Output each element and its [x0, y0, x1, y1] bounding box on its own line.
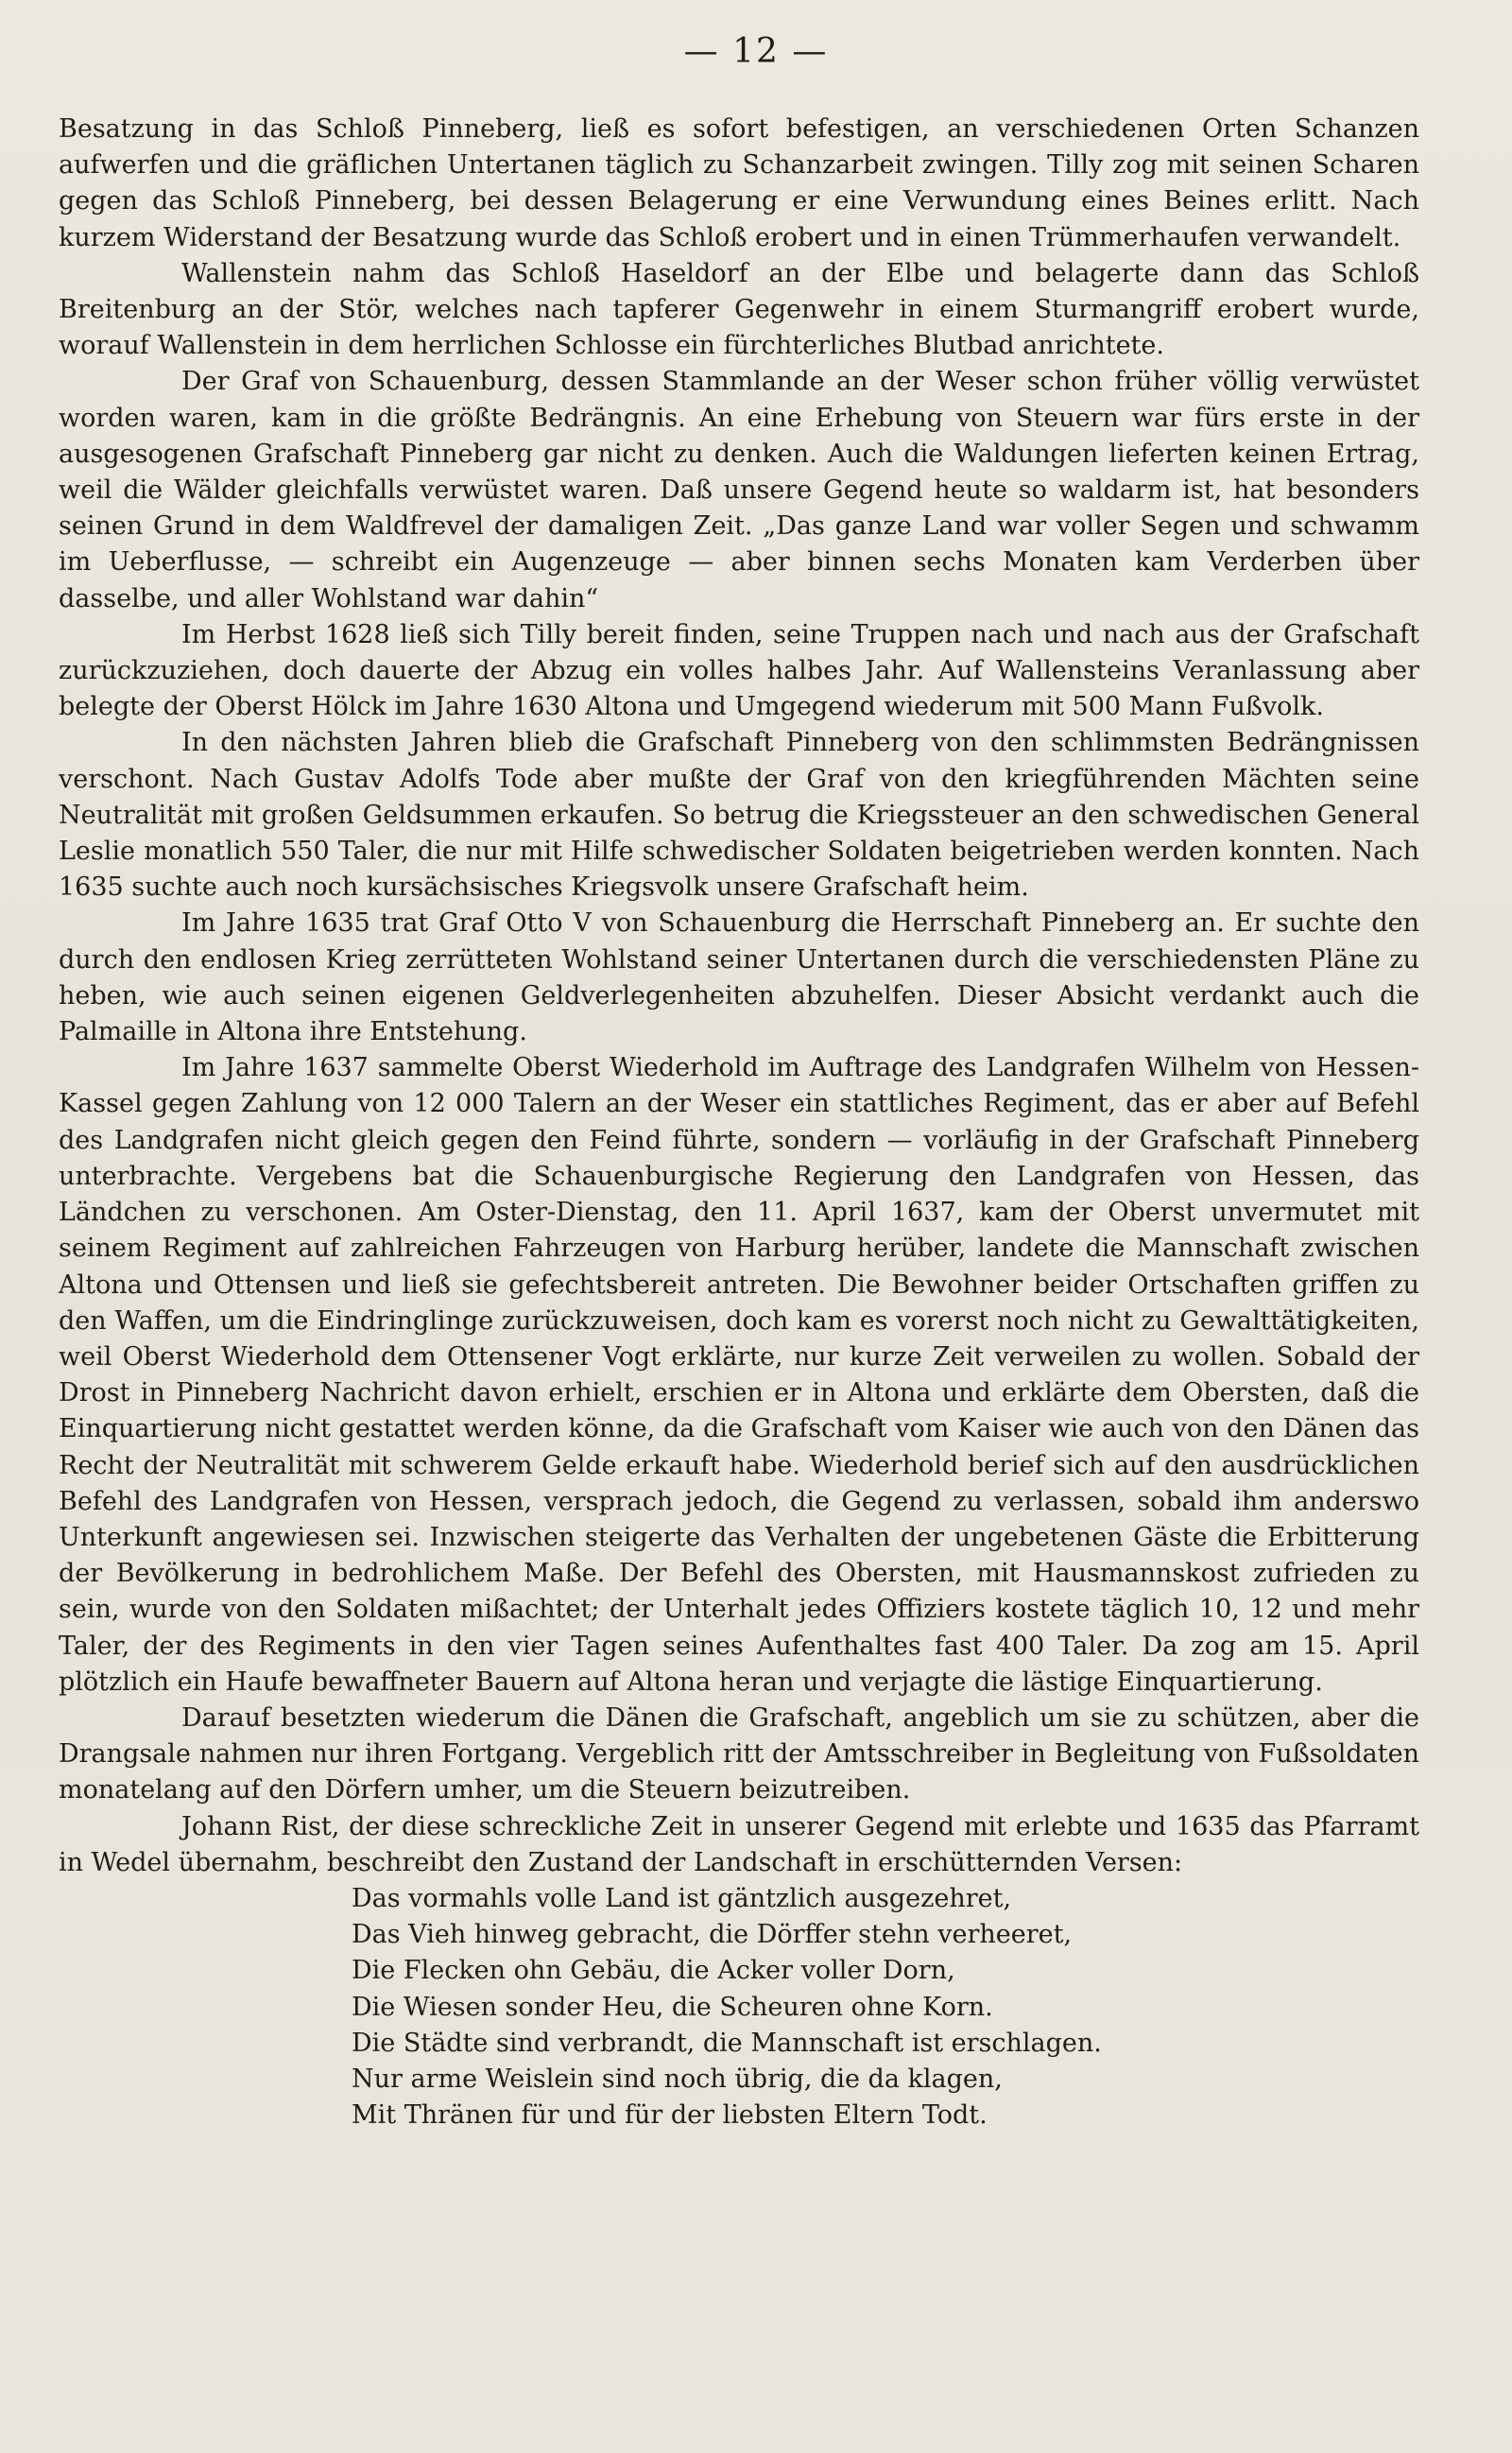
paragraph-7: Im Jahre 1637 sammelte Oberst Wiederhold im Auftrage des Landgrafen Wilhelm von Hessen-Kassel gegen Zahlung von 12 000 Talern an der Weser ein stattliches Regiment, das er aber auf Befehl des Landgrafen nicht gleich gegen den Feind führte, sondern — vorläufig in der Grafschaft Pinneberg unterbrachte. Vergebens bat die Schauenburgische Regierung den Landgrafen von Hessen, das Ländchen zu verschonen. Am Oster-Dienstag, den 11. April 1637, kam der Oberst unvermutet mit seinem Regiment auf zahlreichen Fahrzeugen von Harburg herüber, landete die Mannschaft zwischen Altona und Ottensen und ließ sie gefechtsbereit antreten. Die Bewohner beider Ortschaften griffen zu den Waffen, um die Eindringlinge zurückzuweisen, doch kam es vorerst noch nicht zu Gewalttätigkeiten, weil Oberst Wiederhold dem Ottensener Vogt erklärte, nur kurze Zeit verweilen zu wollen. Sobald der Drost in Pinneberg Nachricht davon erhielt, erschien er in Altona und erklärte dem Obersten, daß die Einquartierung nicht gestattet werden könne, da die Grafschaft vom Kaiser wie auch von den Dänen das Recht der Neutralität mit schwerem Gelde erkauft habe. Wiederhold berief sich auf den ausdrücklichen Befehl des Landgrafen von Hessen, versprach jedoch, die Gegend zu verlassen, sobald ihm anderswo Unterkunft angewiesen sei. Inzwischen steigerte das Verhalten der ungebetenen Gäste die Erbitterung der Bevölkerung in bedrohlichem Maße. Der Befehl des Obersten, mit Hausmannskost zufrieden zu sein, wurde von den Soldaten mißachtet; der Unterhalt jedes Offiziers kostete täglich 10, 12 und mehr Taler, der des Regiments in den vier Tagen seines Aufenthaltes fast 400 Taler. Da zog am 15. April plötzlich ein Haufe bewaffneter Bauern auf Altona heran und verjagte die lästige Einquartierung. [59, 1053, 1419, 1697]
paragraph-4: Im Herbst 1628 ließ sich Tilly bereit finden, seine Truppen nach und nach aus der Grafschaft zurückzuziehen, doch dauerte der Abzug ein volles halbes Jahr. Auf Wallensteins Veranlassung aber belegte der Oberst Hölck im Jahre 1630 Altona und Umgegend wiederum mit 500 Mann Fußvolk. [59, 619, 1419, 722]
paragraph-8: Darauf besetzten wiederum die Dänen die Grafschaft, angeblich um sie zu schützen, aber die Drangsale nahmen nur ihren Fortgang. Vergeblich ritt der Amtsschreiber in Begleitung von Fußsoldaten monatelang auf den Dörfern umher, um die Steuern beizutreiben. [59, 1702, 1419, 1805]
paragraph-1: Besatzung in das Schloß Pinneberg, ließ es sofort befestigen, an verschiedenen Orten Schanzen aufwerfen und die gräflichen Untertanen täglich zu Schanzarbeit zwingen. Tilly zog mit seinen Scharen gegen das Schloß Pinneberg, bei dessen Belagerung er eine Verwundung eines Beines erlitt. Nach kurzem Widerstand der Besatzung wurde das Schloß erobert und in einen Trümmerhaufen verwandelt. [59, 114, 1419, 252]
poem-verses [352, 1881, 1419, 2133]
paragraph-5: In den nächsten Jahren blieb die Grafschaft Pinneberg von den schlimmsten Bedrängnissen verschont. Nach Gustav Adolfs Tode aber mußte der Graf von den kriegführenden Mächten seine Neutralität mit großen Geldsummen erkaufen. So betrug die Kriegssteuer an den schwedischen General Leslie monatlich 550 Taler, die nur mit Hilfe schwedischer Soldaten beigetrieben werden konnten. Nach 1635 suchte auch noch kursächsisches Kriegsvolk unsere Grafschaft heim. [59, 728, 1419, 903]
body-text [59, 112, 1419, 2133]
paragraph-9: Johann Rist, der diese schreckliche Zeit in unserer Gegend mit erlebte und 1635 das Pfarramt in Wedel übernahm, beschreibt den Zustand der Landschaft in erschütternden Versen: [59, 1811, 1419, 1877]
poem-line: Mit Thränen für und für der liebsten Eltern Todt. [352, 2100, 988, 2131]
paragraph-3: Der Graf von Schauenburg, dessen Stammlande an der Weser schon früher völlig verwüstet worden waren, kam in die größte Bedrängnis. An eine Erhebung von Steuern war fürs erste in der ausgesogenen Grafschaft Pinneberg gar nicht zu denken. Auch die Waldungen lieferten keinen Ertrag, weil die Wälder gleichfalls verwüstet waren. Daß unsere Gegend heute so waldarm ist, hat besonders seinen Grund in dem Waldfrevel der damaligen Zeit. „Das ganze Land war voller Segen und schwamm im Ueberflusse, — schreibt ein Augenzeuge — aber binnen sechs Monaten kam Verderben über dasselbe, und aller Wohlstand war dahin“ [59, 367, 1419, 613]
paragraph-2: Wallenstein nahm das Schloß Haseldorf an der Elbe und belagerte dann das Schloß Breitenburg an der Stör, welches nach tapferer Gegenwehr in einem Sturmangriff erobert wurde, worauf Wallenstein in dem herrlichen Schlosse ein fürchterliches Blutbad anrichtete. [59, 258, 1419, 361]
poem-line: Die Wiesen sonder Heu, die Scheuren ohne Korn. [352, 1992, 993, 2022]
paragraph-6: Im Jahre 1635 trat Graf Otto V von Schauenburg die Herrschaft Pinneberg an. Er suchte den durch den endlosen Krieg zerrütteten Wohlstand seiner Untertanen durch die verschiedensten Pläne zu heben, wie auch seinen eigenen Geldverlegenheiten abzuhelfen. Dieser Absicht verdankt auch die Palmaille in Altona ihre Entstehung. [59, 908, 1419, 1047]
poem-line: Das vormahls volle Land ist gäntzlich ausgezehret, [352, 1883, 1012, 1913]
poem-line: Die Flecken ohn Gebäu, die Acker voller Dorn, [352, 1956, 955, 1986]
poem-line: Nur arme Weislein sind noch übrig, die da klagen, [352, 2064, 1003, 2094]
page-number: — 12 — [683, 32, 829, 71]
poem-line: Das Vieh hinweg gebracht, die Dörffer stehn verheeret, [352, 1920, 1073, 1950]
poem-line: Die Städte sind verbrandt, die Mannschaft ist erschlagen. [352, 2028, 1102, 2058]
